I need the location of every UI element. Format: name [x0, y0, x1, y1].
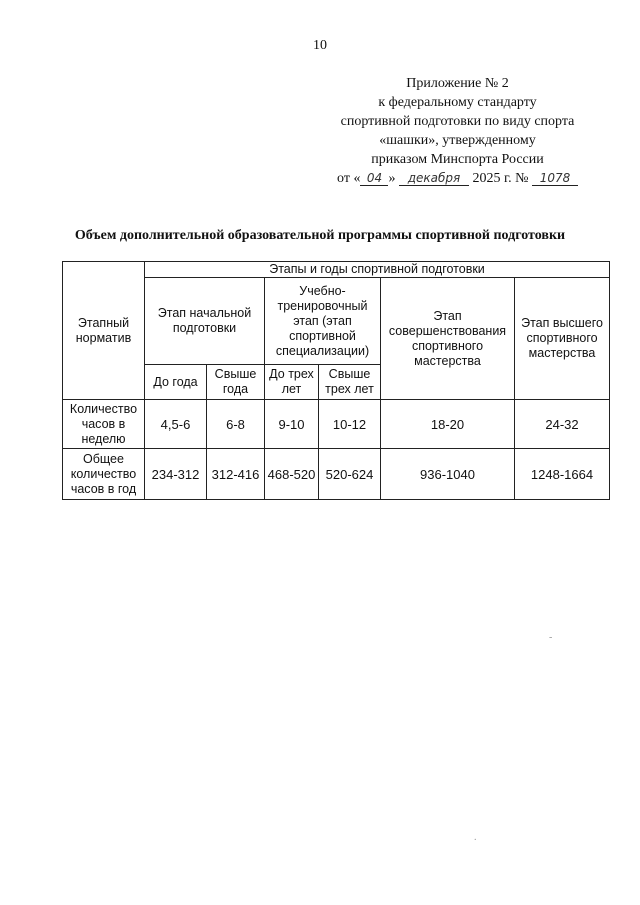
- higher-stage-header: Этап высшего спортивного мастерства: [515, 278, 610, 400]
- table-cell: 6-8: [207, 400, 265, 449]
- training-up-to-three-years-header: До трех лет: [265, 365, 319, 400]
- table-cell: 10-12: [319, 400, 381, 449]
- training-stage-header: Учебно-тренировочный этап (этап спортивной специализации): [265, 278, 381, 365]
- date-year: 2025 г. №: [472, 171, 529, 186]
- initial-over-year-header: Свыше года: [207, 365, 265, 400]
- date-month-handwritten: декабря: [399, 171, 469, 186]
- order-number-handwritten: 1078: [532, 171, 578, 186]
- table-cell: 18-20: [381, 400, 515, 449]
- table-cell: 468-520: [265, 449, 319, 500]
- table-cell: 1248-1664: [515, 449, 610, 500]
- stages-years-header: Этапы и годы спортивной подготовки: [145, 262, 610, 278]
- initial-stage-header: Этап начальной подготовки: [145, 278, 265, 365]
- training-over-three-years-header: Свыше трех лет: [319, 365, 381, 400]
- table-cell: 312-416: [207, 449, 265, 500]
- row-label-hours-per-year: Общее количество часов в год: [63, 449, 145, 500]
- appendix-line-3: спортивной подготовки по виду спорта: [340, 114, 575, 129]
- table-cell: 234-312: [145, 449, 207, 500]
- appendix-line-4: «шашки», утвержденному: [379, 133, 536, 148]
- date-prefix: от «: [337, 171, 361, 186]
- initial-up-to-year-header: До года: [145, 365, 207, 400]
- row-label-hours-per-week: Количество часов в неделю: [63, 400, 145, 449]
- appendix-block: [330, 74, 585, 188]
- date-day-handwritten: 04: [360, 171, 388, 186]
- perfection-stage-header: Этап совершенствования спортивного мастерства: [381, 278, 515, 400]
- scan-mark: -: [549, 632, 553, 643]
- program-volume-table: [62, 261, 610, 500]
- table-row: [63, 400, 610, 449]
- appendix-line-5: приказом Минспорта России: [371, 152, 544, 167]
- table-row: [63, 449, 610, 500]
- stage-norm-header: Этапный норматив: [63, 262, 145, 400]
- table-cell: 24-32: [515, 400, 610, 449]
- order-date-line: [330, 169, 585, 188]
- page-number: 10: [313, 38, 327, 53]
- table-cell: 520-624: [319, 449, 381, 500]
- table-cell: 936-1040: [381, 449, 515, 500]
- appendix-line-2: к федеральному стандарту: [378, 95, 537, 110]
- appendix-line-1: Приложение № 2: [406, 76, 509, 91]
- scan-mark: .: [474, 832, 477, 843]
- document-title: Объем дополнительной образовательной программы спортивной подготовки: [74, 228, 566, 243]
- table-cell: 9-10: [265, 400, 319, 449]
- table-cell: 4,5-6: [145, 400, 207, 449]
- date-mid: »: [388, 171, 396, 186]
